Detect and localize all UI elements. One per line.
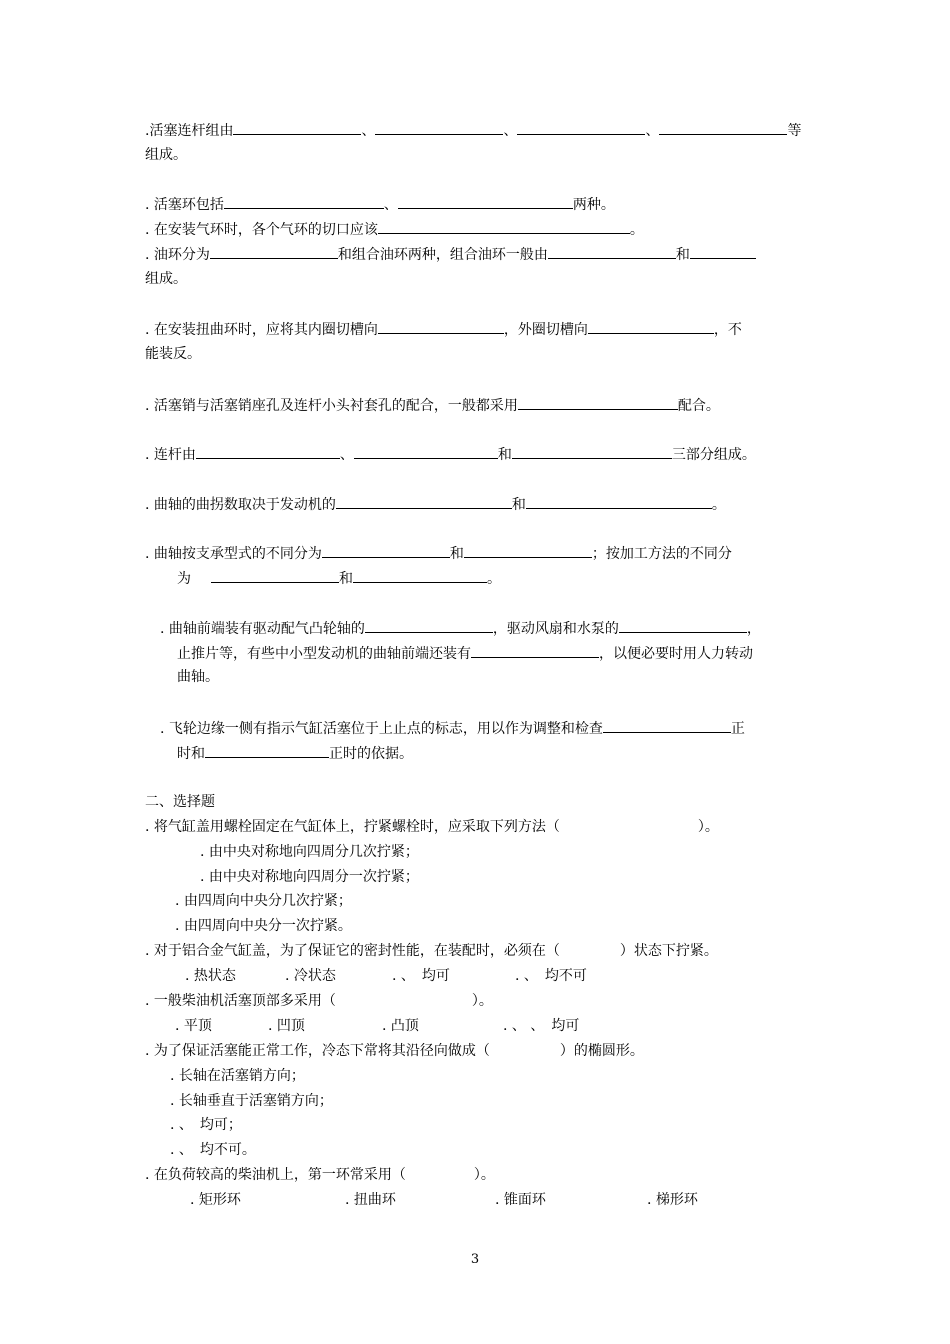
choice-q3-option[interactable]: . 凸顶 — [382, 1018, 419, 1034]
answer-blank[interactable] — [518, 395, 678, 410]
fill-q11-line2: 时和 正时的依据。 — [177, 743, 413, 763]
fill-q10-line1: . 曲轴前端装有驱动配气凸轮轴的 ，驱动风扇和水泵的 ， — [160, 618, 761, 638]
choice-q4-option[interactable]: . 、 均不可。 — [170, 1142, 256, 1158]
fill-q9-line2: 为 和 。 — [177, 568, 501, 588]
answer-blank[interactable] — [365, 618, 493, 633]
fill-q5-line1: . 在安装扭曲环时，应将其内圈切槽向 ，外圈切槽向 ，不 — [145, 319, 742, 339]
choice-q1-option[interactable]: . 由中央对称地向四周分几次拧紧； — [200, 844, 419, 860]
answer-blank[interactable] — [659, 120, 787, 135]
fill-q1-line1: .活塞连杆组由 、 、 、 等 — [145, 120, 801, 140]
fill-q2: . 活塞环包括 、 两种。 — [145, 194, 615, 214]
answer-blank[interactable] — [526, 494, 712, 509]
choice-q2-option[interactable]: . 、 均可 — [392, 968, 450, 984]
fill-q4-line1: . 油环分为 和组合油环两种，组合油环一般由 和 — [145, 244, 756, 264]
answer-blank[interactable] — [196, 444, 340, 459]
answer-blank[interactable] — [210, 244, 338, 259]
choice-q5-stem: . 在负荷较高的柴油机上，第一环常采用（ ）。 — [145, 1167, 495, 1183]
fill-q10-line2: 止推片等，有些中小型发动机的曲轴前端还装有 ，以便必要时用人力转动 — [177, 643, 753, 663]
fill-q11-line1: . 飞轮边缘一侧有指示气缸活塞位于上止点的标志，用以作为调整和检查 正 — [160, 718, 745, 738]
fill-q7: . 连杆由 、 和 三部分组成。 — [145, 444, 756, 464]
answer-blank[interactable] — [211, 568, 339, 583]
choice-q1-option[interactable]: . 由四周向中央分几次拧紧； — [175, 893, 352, 909]
choice-q5-option[interactable]: . 锥面环 — [495, 1192, 546, 1208]
fill-q6: . 活塞销与活塞销座孔及连杆小头衬套孔的配合，一般都采用 配合。 — [145, 395, 720, 415]
choice-q3-option[interactable]: . 、 、 均可 — [503, 1018, 580, 1034]
choice-q5-option[interactable]: . 扭曲环 — [345, 1192, 396, 1208]
answer-blank[interactable] — [588, 319, 714, 334]
answer-blank[interactable] — [322, 543, 450, 558]
choice-q1-option[interactable]: . 由中央对称地向四周分一次拧紧； — [200, 869, 419, 885]
fill-q1-text: .活塞连杆组由 — [145, 123, 234, 139]
answer-blank[interactable] — [398, 194, 573, 209]
choice-q2-stem: . 对于铝合金气缸盖，为了保证它的密封性能，在装配时，必须在（ ）状态下拧紧。 — [145, 943, 718, 959]
answer-blank[interactable] — [690, 244, 756, 259]
answer-blank[interactable] — [375, 120, 503, 135]
fill-q3: . 在安装气环时，各个气环的切口应该 。 — [145, 219, 644, 239]
fill-q10-line3: 曲轴。 — [177, 669, 219, 685]
fill-q5-line2: 能装反。 — [145, 346, 201, 362]
answer-blank[interactable] — [224, 194, 384, 209]
answer-blank[interactable] — [354, 444, 498, 459]
choice-q4-option[interactable]: . 长轴在活塞销方向； — [170, 1068, 305, 1084]
section-heading: 二、选择题 — [145, 794, 215, 810]
fill-q1-line2: 组成。 — [145, 147, 187, 163]
fill-q9-line1: . 曲轴按支承型式的不同分为 和 ；按加工方法的不同分 — [145, 543, 732, 563]
answer-blank[interactable] — [471, 643, 599, 658]
choice-q3-stem: . 一般柴油机活塞顶部多采用（ ）。 — [145, 993, 493, 1009]
choice-q5-option[interactable]: . 梯形环 — [647, 1192, 698, 1208]
choice-q5-option[interactable]: . 矩形环 — [190, 1192, 241, 1208]
choice-q4-stem: . 为了保证活塞能正常工作，冷态下常将其沿径向做成（ ）的椭圆形。 — [145, 1043, 644, 1059]
choice-q2-option[interactable]: . 、 均不可 — [515, 968, 587, 984]
page-number: 3 — [470, 1252, 480, 1267]
answer-blank[interactable] — [336, 494, 512, 509]
choice-q4-option[interactable]: . 、 均可； — [170, 1117, 242, 1133]
choice-q2-option[interactable]: . 热状态 — [185, 968, 236, 984]
answer-blank[interactable] — [205, 743, 329, 758]
choice-q3-option[interactable]: . 平顶 — [175, 1018, 212, 1034]
answer-blank[interactable] — [603, 718, 731, 733]
choice-q1-option[interactable]: . 由四周向中央分一次拧紧。 — [175, 918, 352, 934]
answer-blank[interactable] — [378, 319, 504, 334]
answer-blank[interactable] — [353, 568, 487, 583]
answer-blank[interactable] — [517, 120, 645, 135]
fill-q4-line2: 组成。 — [145, 271, 187, 287]
answer-blank[interactable] — [619, 618, 747, 633]
answer-blank[interactable] — [233, 120, 361, 135]
answer-blank[interactable] — [464, 543, 592, 558]
choice-q3-option[interactable]: . 凹顶 — [268, 1018, 305, 1034]
answer-blank[interactable] — [512, 444, 672, 459]
answer-blank[interactable] — [548, 244, 676, 259]
fill-q8: . 曲轴的曲拐数取决于发动机的 和 。 — [145, 494, 726, 514]
choice-q4-option[interactable]: . 长轴垂直于活塞销方向； — [170, 1093, 333, 1109]
answer-blank[interactable] — [378, 219, 630, 234]
choice-q1-stem: . 将气缸盖用螺栓固定在气缸体上，拧紧螺栓时，应采取下列方法（ ）。 — [145, 819, 719, 835]
choice-q2-option[interactable]: . 冷状态 — [285, 968, 336, 984]
